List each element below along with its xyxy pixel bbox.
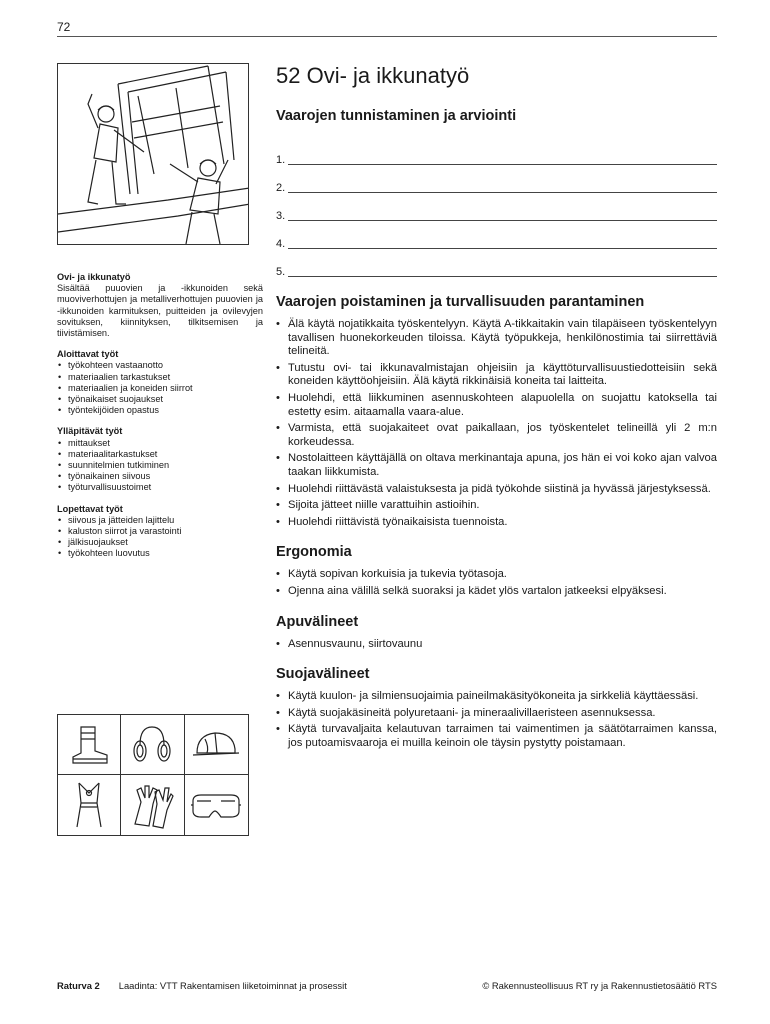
list-item: • Nostolaitteen käyttäjällä on oltava merkinantaja apuna, jos hän ei voi koko ajan valvoa taakan liikkumista. (276, 452, 717, 479)
window-installation-illustration (57, 63, 249, 245)
maintaining-tasks-title: Ylläpitävät työt (57, 426, 123, 437)
line-number: 3. (276, 210, 286, 222)
footer-credit: Laadinta: VTT Rakentamisen liiketoiminnat ja prosessit (118, 980, 347, 991)
sidebar (57, 272, 263, 570)
ergonomics-list (276, 568, 717, 598)
list-item: • työnaikainen siivous (57, 471, 263, 482)
sidebar-intro-title: Ovi- ja ikkunatyö (57, 272, 131, 282)
list-item: • kaluston siirrot ja varastointi (57, 526, 263, 537)
list-item: • jälkisuojaukset (57, 537, 263, 548)
list-item: • Käytä turvavaljaita kelautuvan tarraimen tai vaimentimen ja säätötarraimen kanssa, jos putoamisvaaroja ei muilla keinoin ole täysin pystytty poistamaan. (276, 723, 717, 750)
list-item: • Varmista, että suojakaiteet ovat paikallaan, jos työskentelet telineillä yli 2 m:n korkeudessa. (276, 422, 717, 449)
safety-boot-icon (58, 715, 121, 775)
page-footer (57, 980, 717, 991)
list-item: • materiaalitarkastukset (57, 449, 263, 460)
sidebar-starting-tasks (57, 349, 263, 416)
ppe-icon-grid (57, 714, 249, 836)
list-item: • Huolehdi riittävistä työnaikaisista tuennoista. (276, 516, 717, 530)
list-item: • Huolehdi, että liikkuminen asennuskohteen alapuolella on suojattu katoksella tai estetty esim. aitaamalla vaara-alue. (276, 392, 717, 419)
hazard-line-2[interactable] (276, 167, 717, 195)
list-item: • materiaalien ja koneiden siirrot (57, 383, 263, 394)
aids-list (276, 638, 717, 652)
hazard-entry-lines (276, 139, 717, 279)
sidebar-intro (57, 272, 263, 339)
list-item: • materiaalien tarkastukset (57, 372, 263, 383)
starting-tasks-title: Aloittavat työt (57, 349, 119, 360)
sidebar-ending-tasks (57, 504, 263, 560)
line-number: 5. (276, 266, 286, 278)
hard-hat-icon (185, 715, 248, 775)
list-item: • Sijoita jätteet niille varattuihin astioihin. (276, 499, 717, 513)
list-item: • Huolehdi riittävästä valaistuksesta ja pidä työkohde siistinä ja hyvässä järjestyksessä. (276, 483, 717, 497)
page-number: 72 (57, 20, 71, 34)
list-item: • Asennusvaunu, siirtovaunu (276, 638, 717, 652)
list-item: • Tutustu ovi- tai ikkunavalmistajan ohjeisiin ja käyttöturvallisuustiedotteisiin sekä koneiden käyttöohjeisiin. Älä käytä rikkinäisiä koneita tai laitteita. (276, 362, 717, 389)
harness-icon (58, 775, 121, 835)
list-item: • Ojenna aina välillä selkä suoraksi ja kädet ylös vartalon jatkeeksi elpyäksesi. (276, 585, 717, 599)
ear-protector-icon (121, 715, 184, 775)
footer-brand: Raturva 2 (57, 980, 100, 991)
list-item: • suunnitelmien tutkiminen (57, 460, 263, 471)
list-item: • työkohteen luovutus (57, 548, 263, 559)
hazards-heading: Vaarojen tunnistaminen ja arviointi (276, 108, 517, 124)
sidebar-intro-text: Sisältää puuovien ja -ikkunoiden sekä muoviverhottujen ja metalliverhottujen puuovien ja -ikkunoiden karmituksen, puitteiden ja ovilevyjen sovituksen, kiinnityksen, tilkitsemisen ja tiivistämisen. (57, 283, 263, 339)
aids-heading: Apuvälineet (276, 613, 359, 630)
gloves-icon (121, 775, 184, 835)
list-item: • työnaikaiset suojaukset (57, 394, 263, 405)
main-content (276, 62, 717, 753)
goggles-icon (185, 775, 248, 835)
list-item: • työkohteen vastaanotto (57, 360, 263, 371)
line-number: 1. (276, 154, 286, 166)
ending-tasks-title: Lopettavat työt (57, 503, 123, 514)
hazard-line-4[interactable] (276, 223, 717, 251)
top-divider (57, 36, 717, 37)
sidebar-maintaining-tasks (57, 426, 263, 493)
list-item: • Käytä sopivan korkuisia ja tukevia työtasoja. (276, 568, 717, 582)
list-item: • Käytä suojakäsineitä polyuretaani- ja mineraalivillaeristeen asennuksessa. (276, 707, 717, 721)
list-item: • työturvallisuustoimet (57, 482, 263, 493)
line-number: 2. (276, 182, 286, 194)
list-item: • mittaukset (57, 438, 263, 449)
protective-equipment-heading: Suojavälineet (276, 666, 370, 683)
list-item: • siivous ja jätteiden lajittelu (57, 515, 263, 526)
hazard-line-5[interactable] (276, 251, 717, 279)
hazard-line-3[interactable] (276, 195, 717, 223)
line-number: 4. (276, 238, 286, 250)
page-title: 52 Ovi- ja ikkunatyö (276, 63, 470, 88)
list-item: • Käytä kuulon- ja silmiensuojaimia paineilmakäsityökoneita ja sirkkeliä käyttäessäsi. (276, 690, 717, 704)
list-item: • Älä käytä nojatikkaita työskentelyyn. Käytä A-tikkaitakin vain tilapäiseen työskentelyyn tavallisen huonekorkeuden tiloissa. Käytä työpukkeja, henkilönostimia tai siirrettäviä telineitä. (276, 318, 717, 359)
improvements-heading: Vaarojen poistaminen ja turvallisuuden parantaminen (276, 294, 645, 310)
footer-copyright: © Rakennusteollisuus RT ry ja Rakennustietosäätiö RTS (482, 980, 717, 991)
hazard-line-1[interactable] (276, 139, 717, 167)
list-item: • työntekijöiden opastus (57, 405, 263, 416)
improvements-list (276, 318, 717, 529)
protective-equipment-list (276, 690, 717, 750)
ergonomics-heading: Ergonomia (276, 544, 352, 561)
